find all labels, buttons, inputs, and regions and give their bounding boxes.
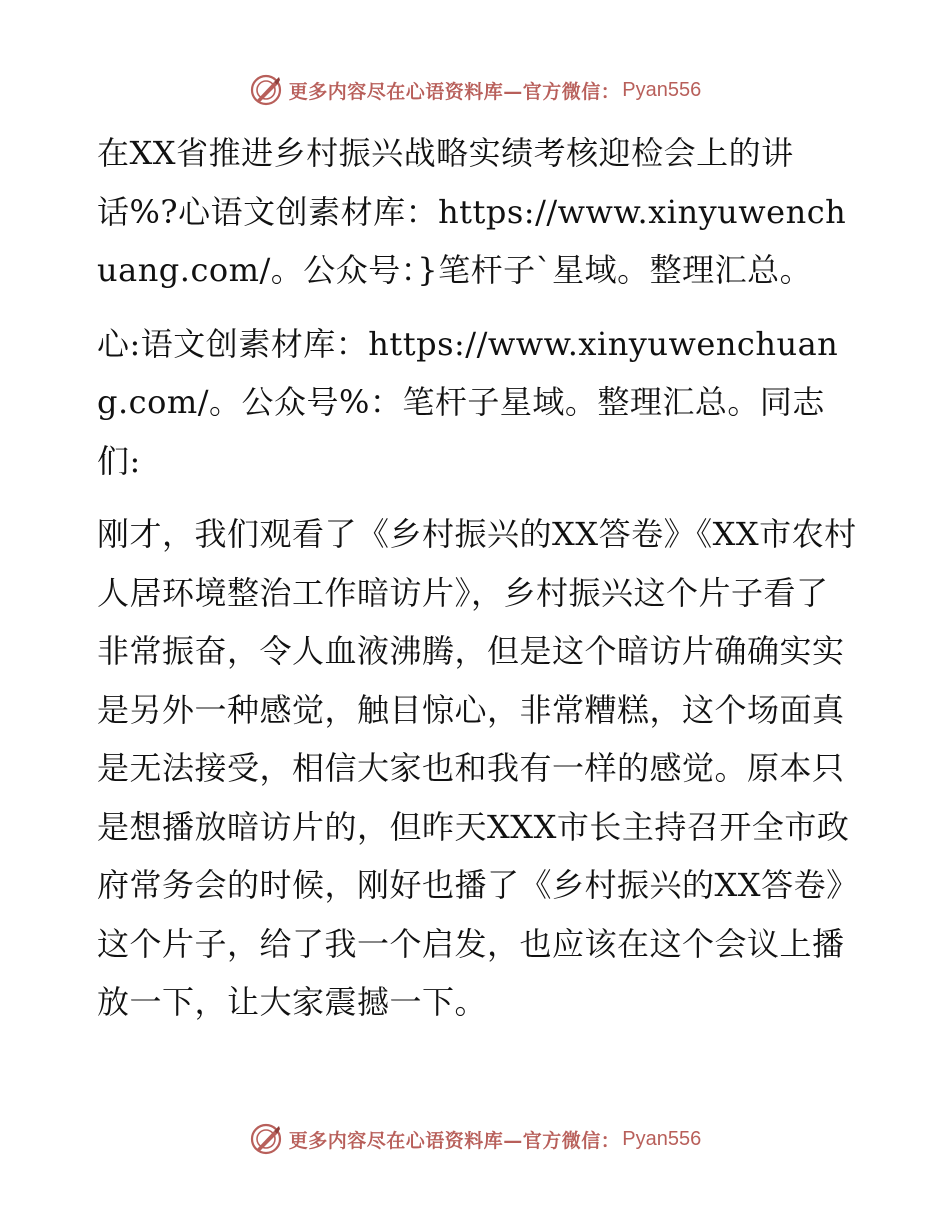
paragraph-greeting: 心:语文创素材库：https://www.xinyuwenchuang.com/。公众号%：笔杆子星域。整理汇总。同志们: xyxy=(97,324,839,480)
banner-text: 更多内容尽在心语资料库—官方微信： xyxy=(288,80,621,103)
footer-watermark-banner xyxy=(0,1119,950,1159)
banner-wechat-handle: Pyan556 xyxy=(622,78,702,101)
header-watermark-banner xyxy=(0,70,950,110)
brush-logo-icon xyxy=(249,1122,283,1156)
banner-text: 更多内容尽在心语资料库—官方微信： xyxy=(288,1129,621,1152)
banner-wechat-handle: Pyan556 xyxy=(622,1127,702,1150)
paragraph-body: 刚才，我们观看了《乡村振兴的XX答卷》《XX市农村人居环境整治工作暗访片》，乡村振兴这个片子看了非常振奋，令人血液沸腾，但是这个暗访片确确实实是另外一种感觉，触目惊心，非常糟糕，这个场面真是无法接受，相信大家也和我有一样的感觉。原本只是想播放暗访片的，但昨天XXX市长主持召开全市政府常务会的时候，刚好也播了《乡村振兴的XX答卷》这个片子，给了我一个启发，也应该在这个会议上播放一下，让大家震撼一下。 xyxy=(97,515,857,1021)
brush-logo-icon xyxy=(249,73,283,107)
document-body xyxy=(97,124,857,1047)
paragraph-title-line: 在XX省推进乡村振兴战略实绩考核迎检会上的讲话%?心语文创素材库：https://www.xinyuwenchuang.com/。公众号：}笔杆子`星域。整理汇总。 xyxy=(97,134,847,289)
